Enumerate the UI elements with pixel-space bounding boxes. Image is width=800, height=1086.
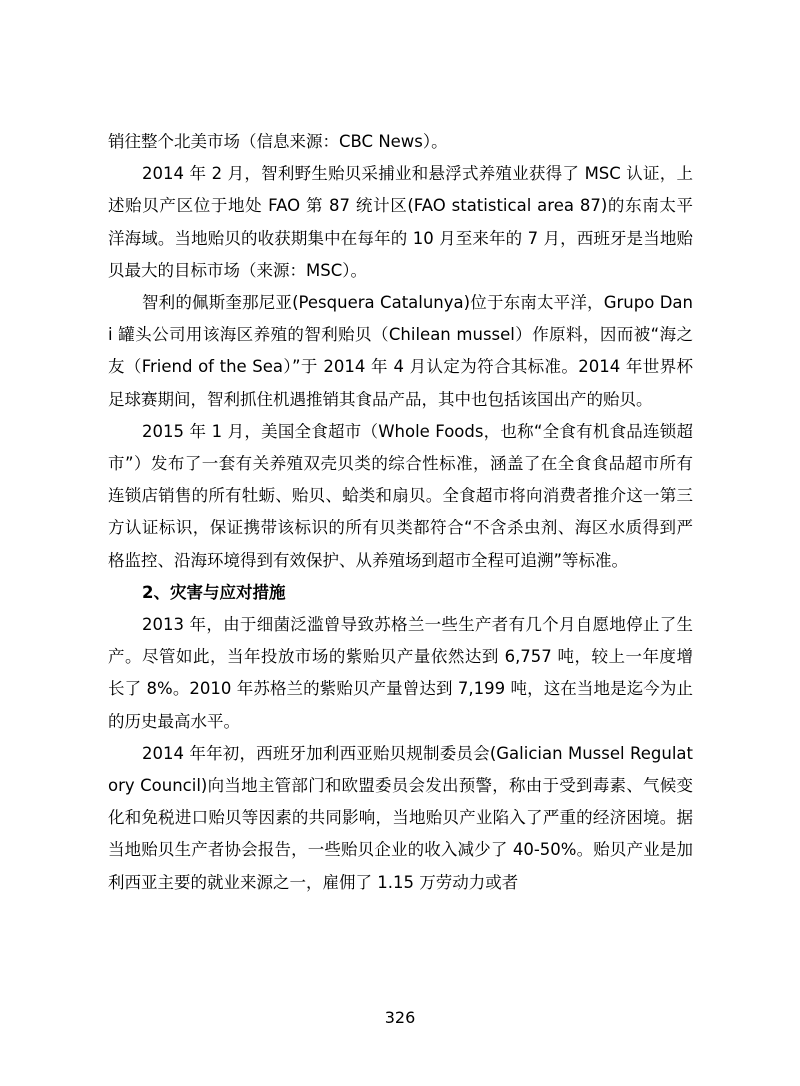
body-text [108,126,693,899]
page-number: 326 [384,1008,416,1027]
paragraph-chile-msc: 2014 年 2 月，智利野生贻贝采捕业和悬浮式养殖业获得了 MSC 认证，上述贻贝产区位于地处 FAO 第 87 统计区(FAO statistical area 87)的东南太平洋海域。当地贻贝的收获期集中在每年的 10 月至来年的 7 月，西班牙是当地贻贝最大的目标市场（来源：MSC）。 [108,164,693,280]
paragraph-continuation: 销往整个北美市场（信息来源：CBC News）。 [108,132,448,151]
paragraph-friend-of-the-sea: 智利的佩斯奎那尼亚(Pesquera Catalunya)位于东南太平洋，Grupo Dani 罐头公司用该海区养殖的智利贻贝（Chilean mussel）作原料，因而被“海之友（Friend of the Sea）”于 2014 年 4 月认定为符合其标准。2014 年世界杯足球赛期间，智利抓住机遇推销其食品产品，其中也包括该国出产的贻贝。 [108,293,693,409]
section-heading: 2、灾害与应对措施 [142,582,286,602]
paragraph-whole-foods: 2015 年 1 月，美国全食超市（Whole Foods，也称“全食有机食品连锁超市”）发布了一套有关养殖双壳贝类的综合性标准，涵盖了在全食食品超市所有连锁店销售的所有牡蛎、贻贝、蛤类和扇贝。全食超市将向消费者推介这一第三方认证标识，保证携带该标识的所有贝类都符合“不含杀虫剂、海区水质得到严格监控、沿海环境得到有效保护、从养殖场到超市全程可追溯”等标准。 [108,421,693,570]
paragraph-galicia: 2014 年年初，西班牙加利西亚贻贝规制委员会(Galician Mussel Regulatory Council)向当地主管部门和欧盟委员会发出预警，称由于受到毒素、气候变化和免税进口贻贝等因素的共同影响，当地贻贝产业陷入了严重的经济困境。据当地贻贝生产者协会报告，一些贻贝企业的收入减少了 40-50%。贻贝产业是加利西亚主要的就业来源之一，雇佣了 1.15 万劳动力或者 [108,743,693,892]
paragraph-scotland: 2013 年，由于细菌泛滥曾导致苏格兰一些生产者有几个月自愿地停止了生产。尽管如此，当年投放市场的紫贻贝产量依然达到 6,757 吨，较上一年度增长了 8%。2010 年苏格兰的紫贻贝产量曾达到 7,199 吨，这在当地是迄今为止的历史最高水平。 [108,615,693,731]
